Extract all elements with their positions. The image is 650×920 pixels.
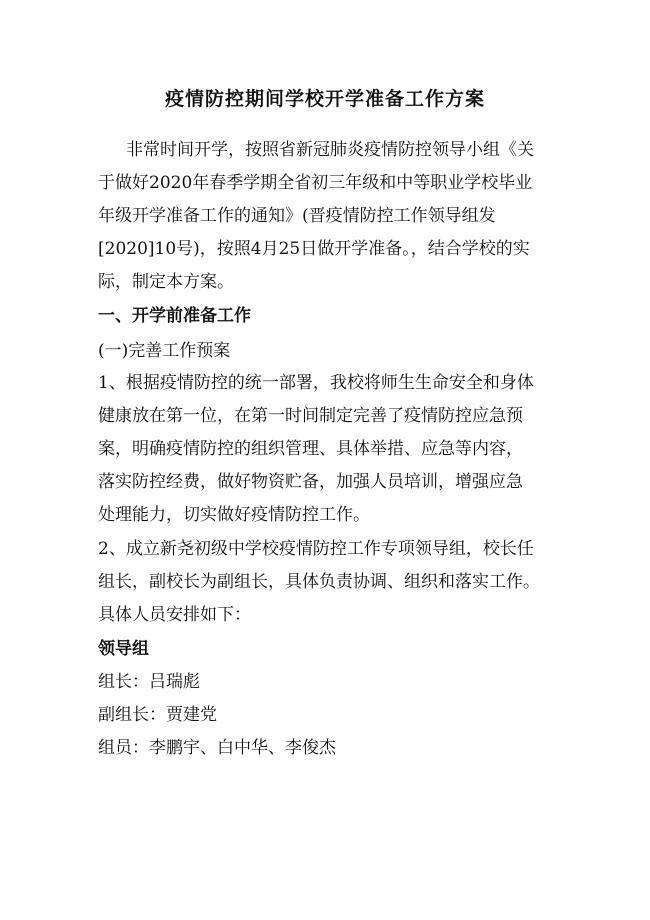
members-line: 组员：李鹏宇、白中华、李俊杰	[98, 738, 336, 758]
intro-line-3: 年级开学准备工作的通知》(晋疫情防控工作领导组发	[98, 206, 496, 226]
intro-line-2: 于做好2020年春季学期全省初三年级和中等职业学校毕业	[98, 173, 533, 193]
intro-line-4: [2020]10号)，按照4月25日做开学准备。，结合学校的实	[98, 239, 530, 259]
subsection-heading-plan: (一)完善工作预案	[98, 341, 231, 361]
item1-line-2: 健康放在第一位，在第一时间制定完善了疫情防控应急预	[98, 406, 523, 426]
item2-line-3: 具体人员安排如下：	[98, 605, 251, 625]
leadership-heading: 领导组	[98, 639, 149, 659]
leader-line: 组长：吕瑞彪	[98, 672, 200, 692]
intro-line-1: 非常时间开学，按照省新冠肺炎疫情防控领导小组《关	[126, 140, 534, 160]
intro-line-5: 际，制定本方案。	[98, 272, 234, 292]
item2-line-1: 2、成立新尧初级中学校疫情防控工作专项领导组，校长任	[98, 539, 534, 559]
item1-line-1: 1、根据疫情防控的统一部署，我校将师生生命安全和身体	[98, 373, 534, 393]
item2-line-2: 组长，副校长为副组长，具体负责协调、组织和落实工作。	[98, 572, 540, 592]
document-title: 疫情防控期间学校开学准备工作方案	[164, 88, 485, 110]
deputy-leader-line: 副组长：贾建党	[98, 705, 217, 725]
section-heading-prep: 一、开学前准备工作	[98, 306, 251, 326]
item1-line-3: 案，明确疫情防控的组织管理、具体举措、应急等内容，	[98, 439, 523, 459]
item1-line-4: 落实防控经费，做好物资贮备，加强人员培训，增强应急	[98, 472, 523, 492]
item1-line-5: 处理能力，切实做好疫情防控工作。	[98, 505, 370, 525]
